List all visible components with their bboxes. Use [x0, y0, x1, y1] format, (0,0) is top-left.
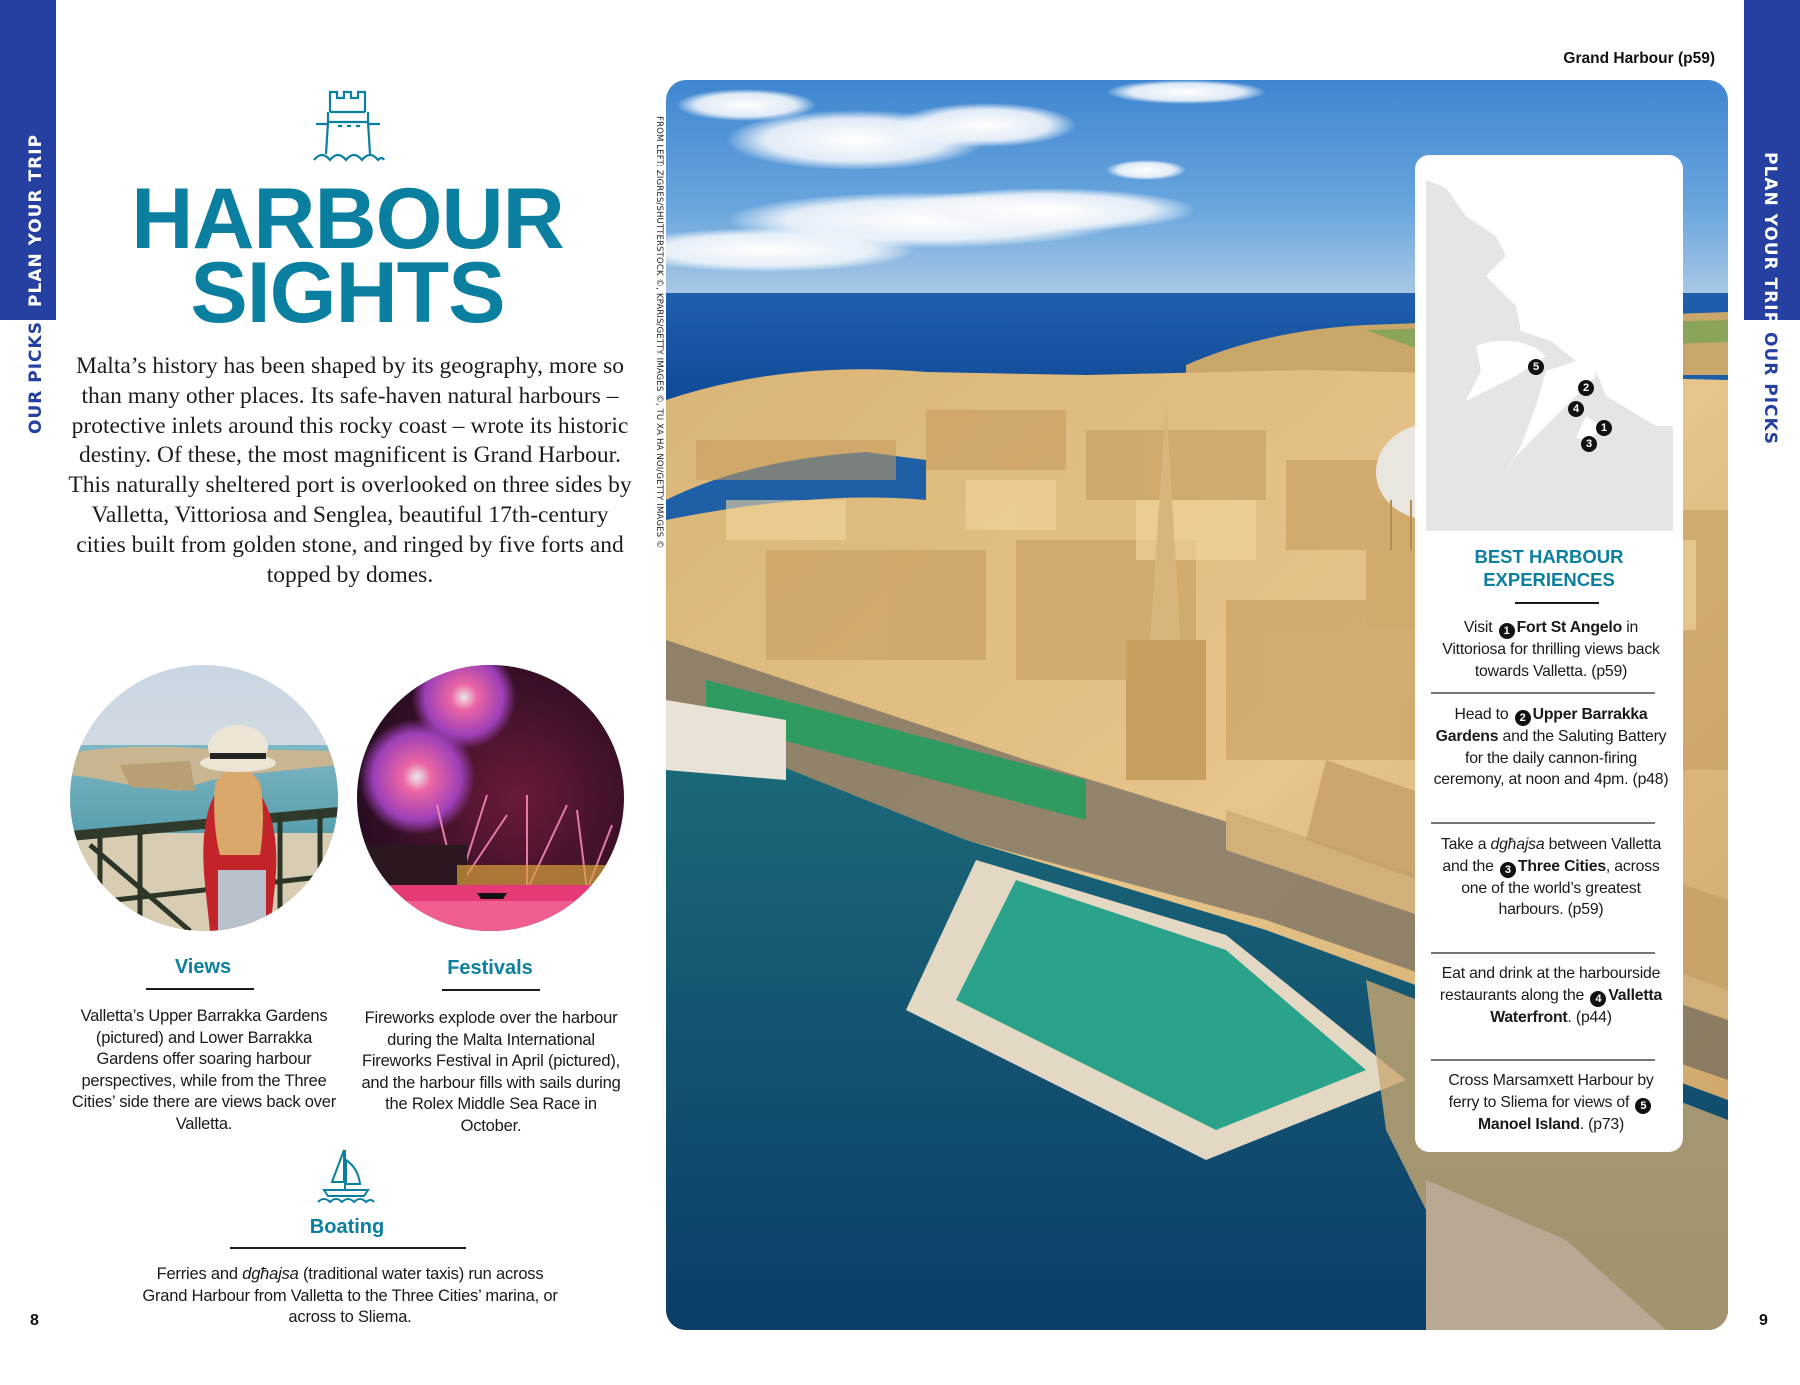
feature-rule-views	[146, 988, 254, 990]
castle-on-water-icon	[308, 88, 388, 168]
feature-title-festivals: Festivals	[447, 957, 533, 979]
subsection-tab-label-right[interactable]: OUR PICKS	[1760, 332, 1780, 445]
feature-title-views: Views	[174, 956, 232, 978]
experience-item-5[interactable]: Cross Marsamxett Harbour by ferry to Sliema for views of 5Manoel Island. (p73)	[1448, 1072, 1654, 1133]
map-marker-3[interactable]: 3	[1581, 436, 1597, 452]
experience-item-4[interactable]: Eat and drink at the harbourside restaurants along the 4 Valletta Waterfront. (p44)	[1439, 965, 1663, 1026]
best-harbour-experiences-card	[1415, 155, 1683, 1152]
page-number-left: 8	[30, 1312, 39, 1329]
fireworks-over-harbour-photo	[357, 665, 624, 931]
marker-2-icon: 2	[1515, 710, 1531, 726]
marker-4-icon: 4	[1590, 991, 1606, 1007]
section-tab-label-left[interactable]: PLAN YOUR TRIP	[26, 133, 46, 307]
page-number-right: 9	[1759, 1312, 1768, 1329]
page-title-line-1: HARBOUR	[131, 171, 564, 267]
experience-item-1[interactable]: Visit 1 Fort St Angelo in Vittoriosa for thrilling views back towards Valletta. (p59)	[1442, 619, 1660, 680]
subsection-tab-label-left[interactable]: OUR PICKS	[26, 321, 46, 434]
feature-rule-boating	[230, 1247, 466, 1249]
card-divider	[1431, 822, 1655, 824]
card-divider	[1431, 952, 1655, 954]
sailboat-icon	[316, 1148, 376, 1204]
feature-text-boating: Ferries and dgħajsa (traditional water taxis) run across Grand Harbour from Valletta to the Three Cities’ marina, or across to Sliema.	[142, 1265, 558, 1326]
intro-paragraph: Malta’s history has been shaped by its geography, more so than many other places. Its safe-haven natural harbours – protective inlets around this rocky coast – wrote its historic destiny. Of these, the most magnificent is Grand Harbour. This naturally sheltered port is overlooked on three sides by Valletta, Vittoriosa and Senglea, beautiful 17th-century cities built from golden stone, and ringed by five forts and topped by domes.	[68, 353, 632, 588]
card-heading: BEST HARBOUR EXPERIENCES	[1474, 546, 1624, 590]
card-divider	[1431, 1059, 1655, 1061]
grand-harbour-locator-map[interactable]	[1426, 176, 1673, 531]
experience-item-2[interactable]: Head to 2 Upper Barrakka Gardens and the Saluting Battery for the daily cannon-firing ceremony, at noon and 4pm. (p48)	[1433, 706, 1669, 789]
map-marker-1[interactable]: 1	[1596, 420, 1612, 436]
photo-credit: FROM LEFT: ZIGRES/SHUTTERSTOCK ©, KPARIS/GETTY IMAGES ©, TU XA HA NOI/GETTY IMAGES ©	[654, 116, 664, 549]
experience-item-3[interactable]: Take a dgħajsa between Valletta and the 3 Three Cities, across one of the world’s greatest harbours. (p59)	[1440, 836, 1662, 919]
feature-rule-festivals	[442, 989, 540, 991]
marker-1-icon: 1	[1499, 623, 1515, 639]
marker-5-icon: 5	[1635, 1098, 1651, 1114]
map-marker-2[interactable]: 2	[1578, 380, 1594, 396]
feature-text-festivals: Fireworks explode over the harbour during the Malta International Fireworks Festival in April (pictured), and the harbour fills with sails during the Rolex Middle Sea Race in October.	[361, 1009, 621, 1135]
map-marker-4[interactable]: 4	[1568, 401, 1584, 417]
page-title-line-2: SIGHTS	[190, 245, 505, 341]
woman-in-hat-overlooking-harbour-photo	[70, 665, 338, 931]
section-tab-label-right[interactable]: PLAN YOUR TRIP	[1760, 152, 1780, 326]
card-divider	[1431, 692, 1655, 694]
marker-3-icon: 3	[1500, 862, 1516, 878]
feature-title-boating: Boating	[309, 1216, 385, 1238]
map-marker-5[interactable]: 5	[1528, 359, 1544, 375]
top-page-reference[interactable]: Grand Harbour (p59)	[1563, 50, 1715, 67]
card-heading-rule	[1515, 602, 1599, 604]
feature-text-views: Valletta’s Upper Barrakka Gardens (pictured) and Lower Barrakka Gardens offer soaring harbour perspectives, while from the Three Cities’ side there are views back over Valletta.	[71, 1007, 337, 1133]
